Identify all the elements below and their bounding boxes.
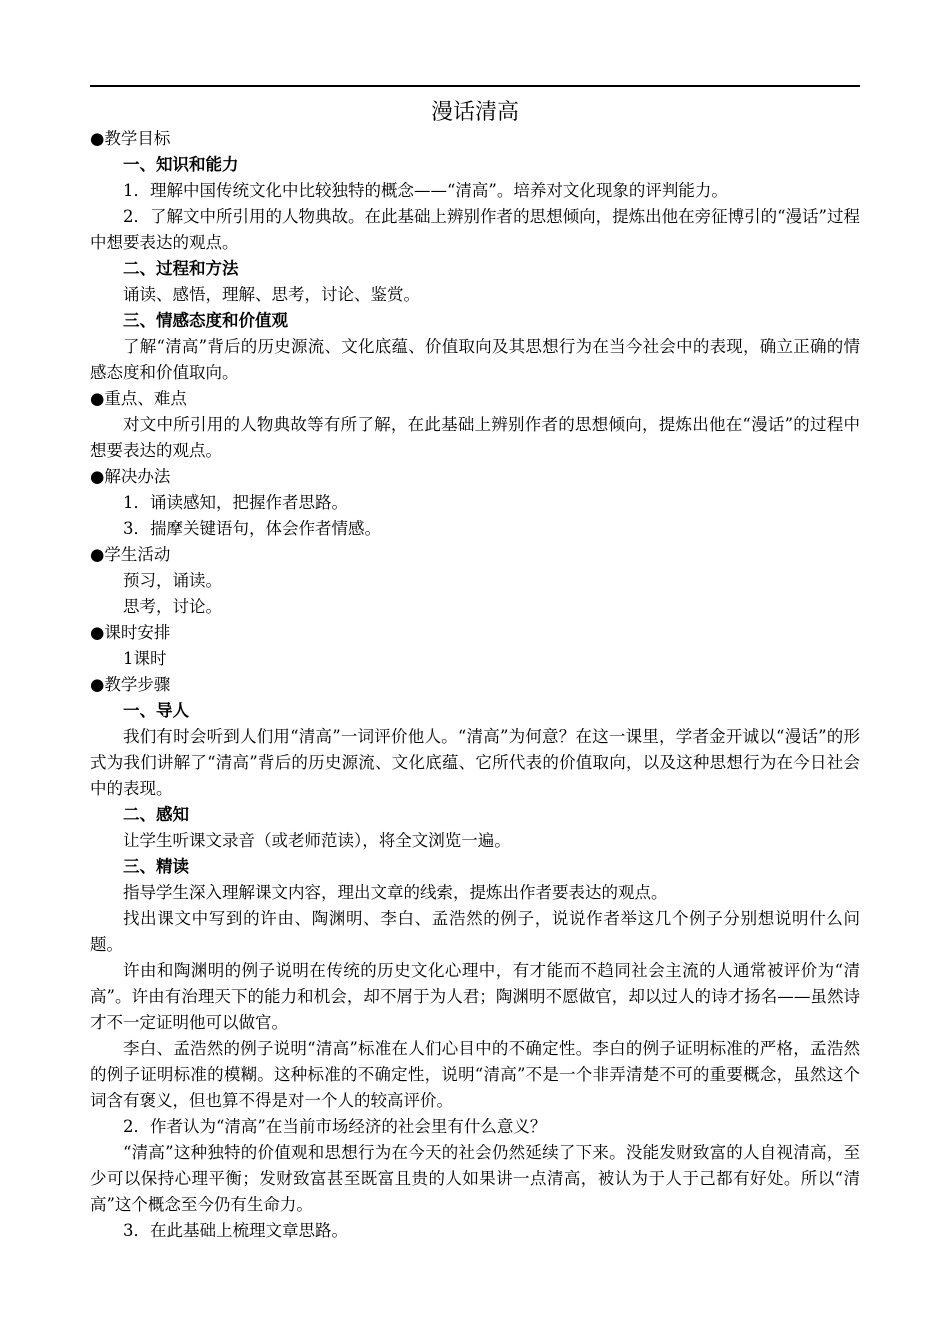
paragraph: 3．在此基础上梳理文章思路。 [123, 1221, 348, 1240]
paragraph: 找出课文中写到的许由、陶渊明、李白、孟浩然的例子，说说作者举这几个例子分别想说明什么问题。 [90, 909, 860, 954]
subheading-knowledge: 一、知识和能力 [123, 155, 239, 174]
paragraph: 2．了解文中所引用的人物典故。在此基础上辨别作者的思想倾向，提炼出他在旁征博引的“漫话”过程中想要表达的观点。 [90, 207, 860, 252]
header-rule [90, 85, 860, 87]
document-title: 漫话清高 [430, 100, 519, 125]
paragraph: “清高”这种独特的价值观和思想行为在今天的社会仍然延续了下来。没能发财致富的人自视清高，至少可以保持心理平衡；发财致富甚至既富且贵的人如果讲一点清高，被认为于人于己都有好处。所以“清高”这个概念至今仍有生命力。 [90, 1143, 860, 1214]
subheading-close-reading: 三、精读 [123, 857, 189, 876]
paragraph: 思考，讨论。 [123, 597, 222, 616]
subheading-perception: 二、感知 [123, 805, 189, 824]
subheading-process: 二、过程和方法 [123, 259, 239, 278]
paragraph: 诵读、感悟，理解、思考，讨论、鉴赏。 [123, 285, 420, 304]
paragraph: 李白、孟浩然的例子说明“清高”标准在人们心目中的不确定性。李白的例子证明标准的严格，孟浩然的例子证明标准的模糊。这种标准的不确定性，说明“清高”不是一个非弄清楚不可的重要概念，虽然这个词含有褒义，但也算不得是对一个人的较高评价。 [90, 1039, 860, 1110]
heading-key-points: ●重点、难点 [90, 389, 187, 408]
paragraph: 我们有时会听到人们用“清高”一词评价他人。“清高”为何意？在这一课里，学者金开诚以“漫话”的形式为我们讲解了“清高”背后的历史源流、文化底蕴、它所代表的价值取向，以及这种思想行为在今日社会中的表现。 [90, 727, 860, 798]
heading-objectives: ●教学目标 [90, 129, 171, 148]
paragraph: 让学生听课文录音（或老师范读），将全文浏览一遍。 [123, 831, 511, 850]
heading-solutions: ●解决办法 [90, 467, 171, 486]
paragraph: 1．理解中国传统文化中比较独特的概念——“清高”。培养对文化现象的评判能力。 [123, 181, 728, 200]
paragraph: 对文中所引用的人物典故等有所了解，在此基础上辨别作者的思想倾向，提炼出他在“漫话”的过程中想要表达的观点。 [90, 415, 860, 460]
heading-teaching-steps: ●教学步骤 [90, 675, 171, 694]
paragraph: 许由和陶渊明的例子说明在传统的历史文化心理中，有才能而不趋同社会主流的人通常被评价为“清高”。许由有治理天下的能力和机会，却不屑于为人君；陶渊明不愿做官，却以过人的诗才扬名——虽然诗才不一定证明他可以做官。 [90, 961, 860, 1032]
paragraph: 了解“清高”背后的历史源流、文化底蕴、价值取向及其思想行为在当今社会中的表现，确立正确的情感态度和价值取向。 [90, 337, 860, 382]
heading-student-activities: ●学生活动 [90, 545, 171, 564]
paragraph: 1课时 [123, 649, 167, 668]
subheading-introduction: 一、导人 [123, 701, 189, 720]
paragraph: 2．作者认为“清高”在当前市场经济的社会里有什么意义？ [123, 1117, 547, 1136]
heading-schedule: ●课时安排 [90, 623, 171, 642]
paragraph: 指导学生深入理解课文内容，理出文章的线索，提炼出作者要表达的观点。 [123, 883, 668, 902]
paragraph: 3．揣摩关键语句，体会作者情感。 [123, 519, 381, 538]
subheading-values: 三、情感态度和价值观 [123, 311, 288, 330]
document-body [90, 126, 860, 1244]
paragraph: 1．诵读感知，把握作者思路。 [123, 493, 348, 512]
paragraph: 预习，诵读。 [123, 571, 222, 590]
